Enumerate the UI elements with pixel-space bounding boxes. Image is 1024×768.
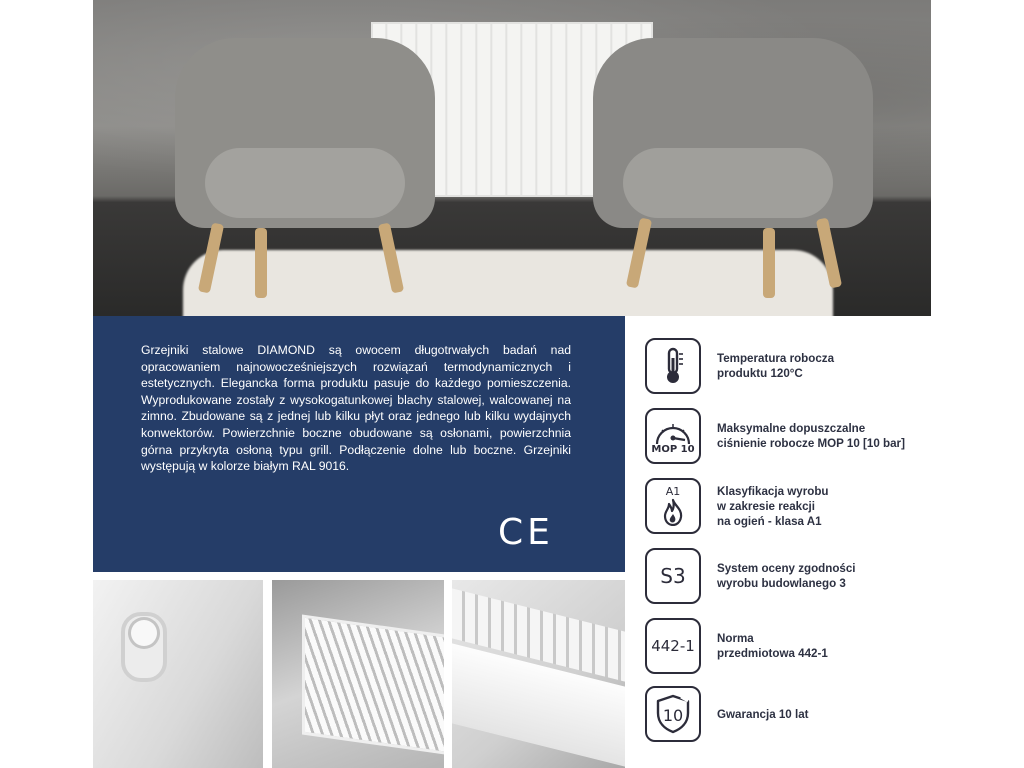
standard-text: 442-1 [651,637,695,655]
feature-warranty [645,686,937,742]
photo-convector-detail [452,580,625,768]
valve-head [131,620,157,646]
s3-icon [645,548,701,604]
feature-s3 [645,548,937,604]
fire-class-icon [645,478,701,534]
grill-cover [302,614,444,755]
pressure-gauge-icon [645,408,701,464]
photo-valve-detail [93,580,263,768]
feature-s3-label: System oceny zgodności wyrobu budowlanego 3 [717,562,856,590]
feature-pressure [645,408,937,464]
description-text: Grzejniki stalowe DIAMOND są owocem długotrwałych badań nad opracowaniem najnowocześniejszych rozwiązań termodynamicznych i estetycznych. Elegancka forma produktu pasuje do każdego pomieszczenia. Wyprodukowane zostały z wysokogatunkowej blachy stalowej, walcowanej na zimno. Zbudowane są z jednej lub kilku płyt oraz jednego lub kilku wydajnych konwektorów. Powierzchnie boczne obudowane są osłonami, powierzchnia górna przykryta osłoną typu grill. Podłączenie dolne lub boczne. Grzejniki występują w kolorze białym RAL 9016. [141,343,571,474]
warranty-text: 10 [662,705,684,725]
feature-temperature [645,338,937,394]
feature-fire-class [645,478,937,534]
feature-standard [645,618,937,674]
warranty-shield-icon [645,686,701,742]
hero-photo [93,0,931,316]
fire-class-text: A1 [665,484,681,498]
standard-icon [645,618,701,674]
feature-pressure-label: Maksymalne dopuszczalne ciśnienie robocze MOP 10 [10 bar] [717,422,905,450]
feature-temperature-label: Temperatura robocza produktu 120°C [717,352,835,380]
photo-grill-detail [272,580,444,768]
armchair-right [593,38,883,298]
feature-fire-class-label: Klasyfikacja wyrobu w zakresie reakcji na ogień - klasa A1 [717,484,829,528]
feature-warranty-label: Gwarancja 10 lat [717,707,809,721]
mop-label: MOP 10 [651,443,695,455]
feature-standard-label: Norma przedmiotowa 442-1 [717,632,828,660]
armchair-left [165,38,445,298]
ce-mark: CE [498,512,554,553]
description-panel [93,316,625,572]
thermometer-icon [645,338,701,394]
s3-text: S3 [660,564,686,588]
